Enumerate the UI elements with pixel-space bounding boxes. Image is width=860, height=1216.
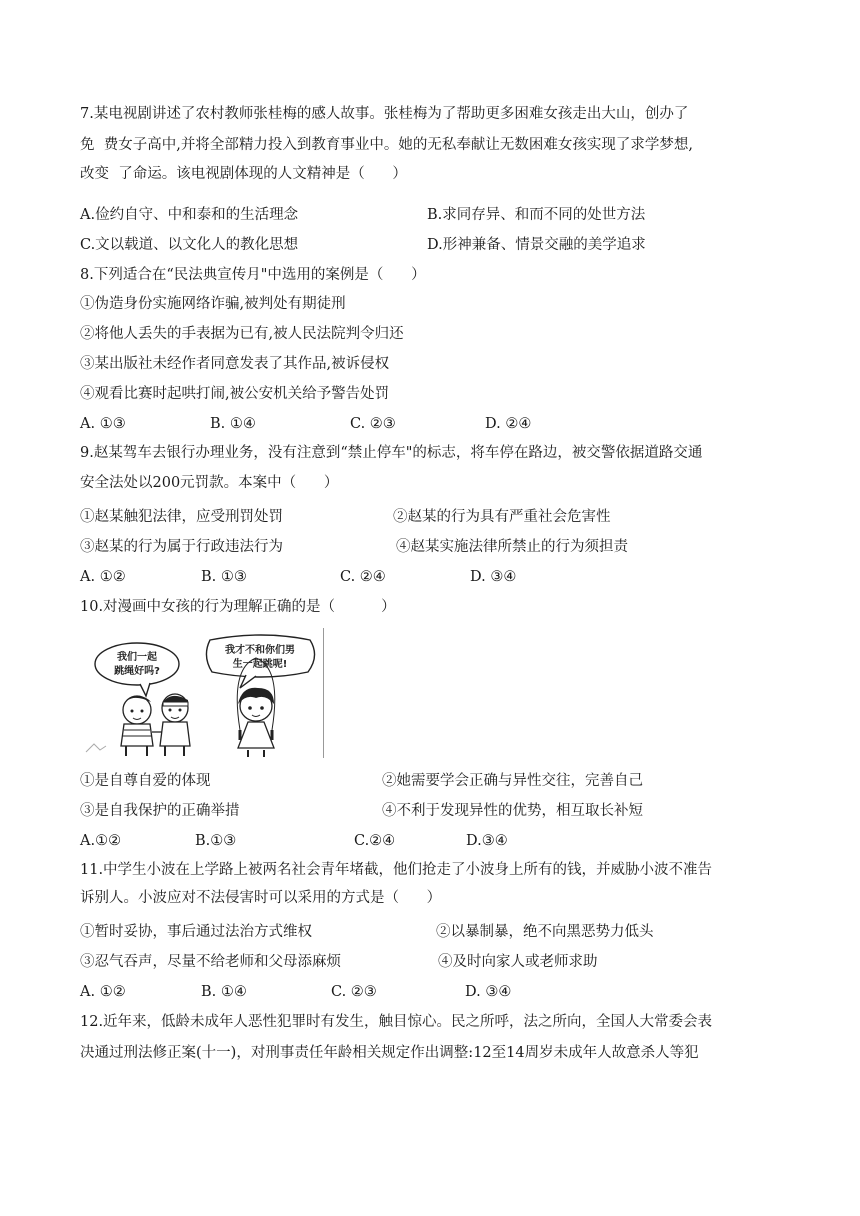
q10-item-3: ③是自我保护的正确举措 — [80, 803, 240, 819]
q9-stem-line-2: 安全法处以200元罚款。本案中（ ） — [80, 475, 339, 491]
q11-option-b: B. ①④ — [201, 984, 247, 1000]
q11-item-2: ②以暴制暴，绝不向黑恶势力低头 — [436, 924, 654, 940]
q7-option-b: B.求同存异、和而不同的处世方法 — [427, 207, 646, 223]
boy-figure-left — [121, 696, 153, 756]
q9-option-b: B. ①③ — [201, 569, 247, 585]
comic-illustration — [80, 628, 324, 758]
q11-item-1: ①暂时妥协，事后通过法治方式维权 — [80, 924, 312, 940]
q11-stem-line-2: 诉别人。小波应对不法侵害时可以采用的方式是（ ） — [80, 890, 442, 906]
q12-stem-line-1: 12.近年来，低龄未成年人恶性犯罪时有发生，触目惊心。民之所呼，法之所向，全国人大常委会表 — [80, 1014, 713, 1030]
q7-option-a: A.俭约自守、中和泰和的生活理念 — [80, 207, 299, 223]
q10-option-d: D.③④ — [466, 833, 508, 849]
q11-item-3: ③忍气吞声，尽量不给老师和父母添麻烦 — [80, 954, 341, 970]
q9-item-2: ②赵某的行为具有严重社会危害性 — [393, 509, 611, 525]
q9-option-c: C. ②④ — [340, 569, 386, 585]
q10-item-4: ④不利于发现异性的优势，相互取长补短 — [382, 803, 643, 819]
q8-item-4: ④观看比赛时起哄打闹,被公安机关给予警告处罚 — [80, 386, 390, 402]
q9-item-3: ③赵某的行为属于行政违法行为 — [80, 539, 283, 555]
speech-bubble-right — [206, 635, 314, 677]
q9-option-a: A. ①② — [80, 569, 126, 585]
q11-stem-line-1: 11.中学生小波在上学路上被两名社会青年堵截，他们抢走了小波身上所有的钱，并威胁小波不准告 — [80, 862, 713, 878]
q7-option-d: D.形神兼备、情景交融的美学追求 — [427, 237, 646, 253]
q11-item-4: ④及时向家人或老师求助 — [438, 954, 598, 970]
q10-option-a: A.①② — [80, 833, 122, 849]
q10-stem: 10.对漫画中女孩的行为理解正确的是（ ） — [80, 599, 396, 615]
q10-option-c: C.②④ — [354, 833, 396, 849]
q9-item-1: ①赵某触犯法律，应受刑罚处罚 — [80, 509, 283, 525]
q10-option-b: B.①③ — [195, 833, 237, 849]
q11-option-c: C. ②③ — [331, 984, 377, 1000]
q8-option-a: A. ①③ — [80, 416, 126, 432]
q9-option-d: D. ③④ — [470, 569, 517, 585]
q11-option-d: D. ③④ — [465, 984, 512, 1000]
q8-item-3: ③某出版社未经作者同意发表了其作品,被诉侵权 — [80, 356, 390, 372]
q8-option-c: C. ②③ — [350, 416, 396, 432]
bubble-left-line-2: 跳绳好吗? — [114, 666, 160, 677]
bubble-right-line-2: 生一起跳呢! — [232, 659, 288, 670]
q10-item-1: ①是自尊自爱的体现 — [80, 773, 211, 789]
q7-stem-line-3: 改变 了命运。该电视剧体现的人文精神是（ ） — [80, 166, 407, 182]
q9-stem-line-1: 9.赵某驾车去银行办理业务，没有注意到“禁止停车"的标志，将车停在路边，被交警依据道路交通 — [80, 445, 703, 461]
q7-stem-line-2: 免 费女子高中,并将全部精力投入到教育事业中。她的无私奉献让无数困难女孩实现了求学梦想, — [80, 137, 693, 153]
bubble-left-line-1: 我们一起 — [117, 652, 157, 663]
boy-figure-right — [152, 694, 190, 756]
q7-option-c: C.文以载道、以文化人的教化思想 — [80, 237, 299, 253]
q8-item-2: ②将他人丢失的手表据为已有,被人民法院判令归还 — [80, 326, 404, 342]
q8-stem: 8.下列适合在“民法典宣传月"中选用的案例是（ ） — [80, 267, 426, 283]
q9-item-4: ④赵某实施法律所禁止的行为须担责 — [396, 539, 628, 555]
q8-option-d: D. ②④ — [485, 416, 532, 432]
bubble-right-line-1: 我才不和你们男 — [225, 645, 295, 656]
speech-bubble-left — [95, 643, 179, 685]
q10-item-2: ②她需要学会正确与异性交往，完善自己 — [382, 773, 643, 789]
q8-item-1: ①伪造身份实施网络诈骗,被判处有期徒刑 — [80, 296, 346, 312]
q7-stem-line-1: 7.某电视剧讲述了农村教师张桂梅的感人故事。张桂梅为了帮助更多困难女孩走出大山，创办了 — [80, 106, 689, 122]
q12-stem-line-2: 决通过刑法修正案(十一)，对刑事责任年龄相关规定作出调整:12至14周岁未成年人故意杀人等犯 — [80, 1045, 699, 1061]
q11-option-a: A. ①② — [80, 984, 126, 1000]
q8-option-b: B. ①④ — [210, 416, 256, 432]
